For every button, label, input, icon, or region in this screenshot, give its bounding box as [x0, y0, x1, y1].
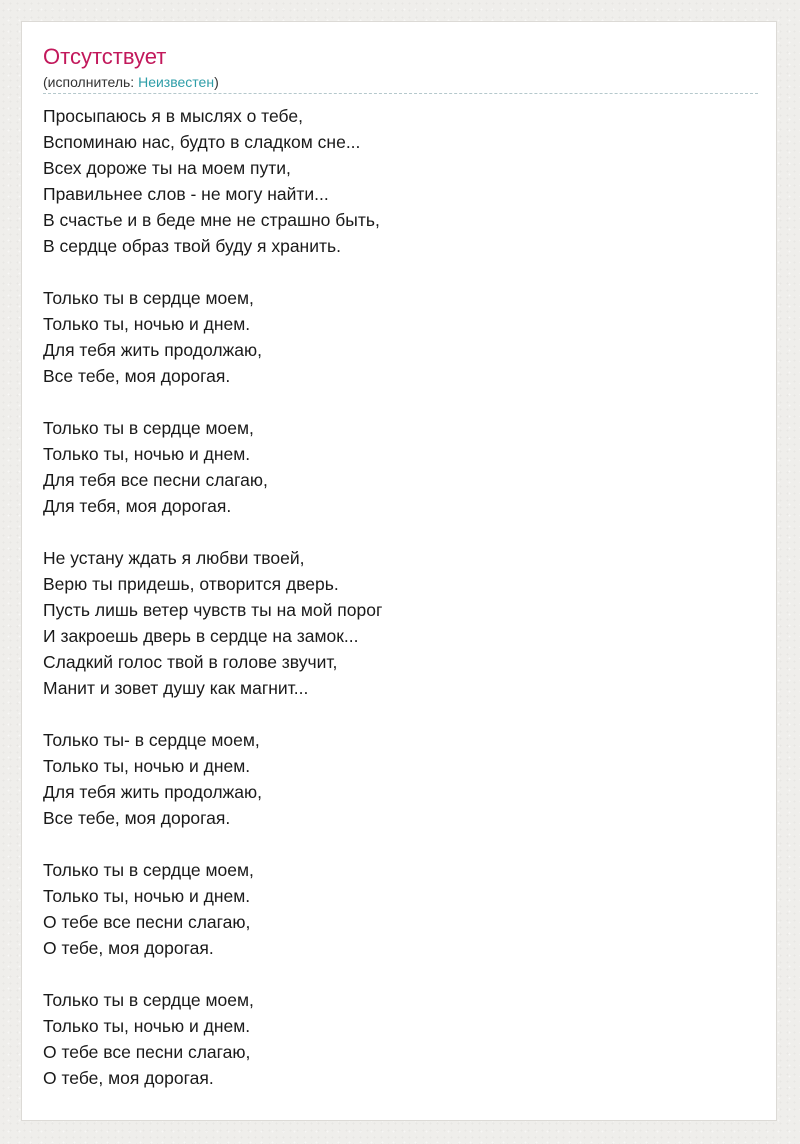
lyrics-stanza: [43, 987, 758, 1091]
song-title: Отсутствует: [43, 44, 167, 69]
lyrics-line: Для тебя жить продолжаю,: [43, 782, 262, 802]
lyrics-line: В сердце образ твой буду я хранить.: [43, 236, 341, 256]
lyrics-line: И закроешь дверь в сердце на замок...: [43, 626, 359, 646]
lyrics-stanza: [43, 285, 758, 389]
lyrics-stanza: [43, 103, 758, 259]
lyrics-line: Только ты, ночью и днем.: [43, 1016, 251, 1036]
lyrics-line: Все тебе, моя дорогая.: [43, 366, 231, 386]
artist-link[interactable]: Неизвестен: [138, 74, 215, 90]
lyrics-stanza: [43, 857, 758, 961]
lyrics-line: Только ты, ночью и днем.: [43, 314, 251, 334]
lyrics-line: Сладкий голос твой в голове звучит,: [43, 652, 338, 672]
lyrics-line: Только ты, ночью и днем.: [43, 886, 251, 906]
lyrics-line: Только ты в сердце моем,: [43, 418, 254, 438]
lyrics-line: Для тебя все песни слагаю,: [43, 470, 268, 490]
lyrics-stanza: [43, 545, 758, 701]
lyrics-line: Только ты в сердце моем,: [43, 288, 254, 308]
lyrics-body: [43, 103, 758, 1117]
lyrics-line: Только ты в сердце моем,: [43, 860, 254, 880]
lyrics-line: Вспоминаю нас, будто в сладком сне...: [43, 132, 361, 152]
lyrics-line: Только ты в сердце моем,: [43, 990, 254, 1010]
artist-suffix: ): [214, 74, 219, 90]
lyrics-line: О тебе все песни слагаю,: [43, 912, 251, 932]
lyrics-line: Все тебе, моя дорогая.: [43, 808, 231, 828]
lyrics-line: Пусть лишь ветер чувств ты на мой порог: [43, 600, 383, 620]
lyrics-line: Правильнее слов - не могу найти...: [43, 184, 329, 204]
lyrics-line: Для тебя, моя дорогая.: [43, 496, 232, 516]
lyrics-line: Манит и зовет душу как магнит...: [43, 678, 309, 698]
lyrics-line: Просыпаюсь я в мыслях о тебе,: [43, 106, 303, 126]
artist-prefix: (исполнитель:: [43, 74, 139, 90]
artist-line: [43, 73, 219, 91]
lyrics-line: О тебе, моя дорогая.: [43, 938, 214, 958]
lyrics-line: Для тебя жить продолжаю,: [43, 340, 262, 360]
lyrics-line: Только ты, ночью и днем.: [43, 756, 251, 776]
lyrics-line: О тебе, моя дорогая.: [43, 1068, 214, 1088]
lyrics-stanza: [43, 727, 758, 831]
lyrics-line: Верю ты придешь, отворится дверь.: [43, 574, 339, 594]
lyrics-line: О тебе все песни слагаю,: [43, 1042, 251, 1062]
lyrics-line: В счастье и в беде мне не страшно быть,: [43, 210, 380, 230]
lyrics-line: Всех дороже ты на моем пути,: [43, 158, 291, 178]
lyrics-line: Не устану ждать я любви твоей,: [43, 548, 305, 568]
lyrics-line: Только ты, ночью и днем.: [43, 444, 251, 464]
lyrics-card: [21, 21, 777, 1121]
lyrics-stanza: [43, 415, 758, 519]
lyrics-line: Только ты- в сердце моем,: [43, 730, 260, 750]
title-separator: [43, 93, 758, 94]
